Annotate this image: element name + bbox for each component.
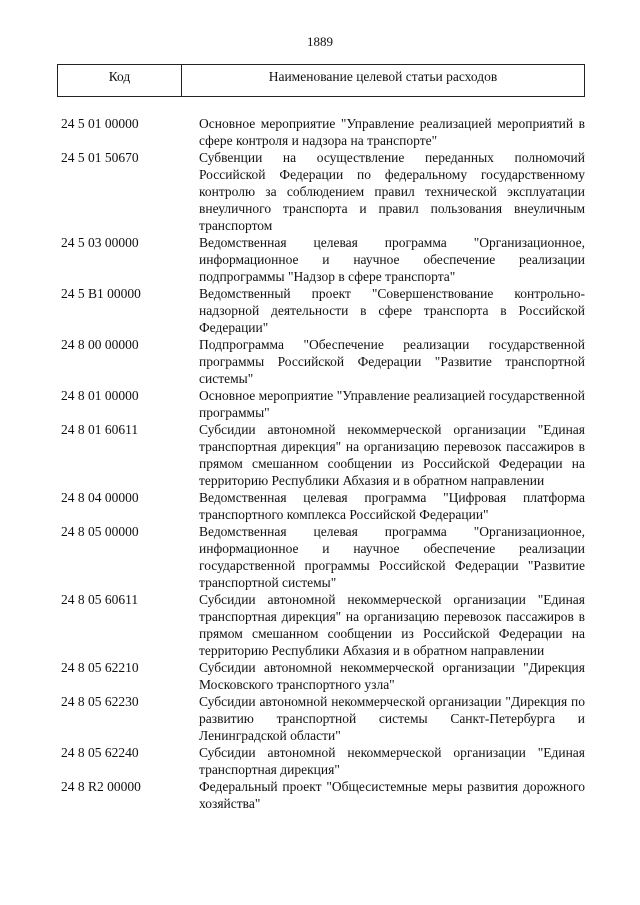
table-row (57, 421, 585, 489)
table-body (57, 115, 585, 812)
row-text: Субсидии автономной некоммерческой организации "Единая транспортная дирекция" на организацию перевозок пассажиров в прямом смешанном сообщении из Российской Федерации на территорию Республики Абхазия и в обратном направлении (199, 592, 585, 658)
row-code: 24 8 04 00000 (61, 490, 139, 505)
row-code: 24 8 05 62210 (61, 660, 139, 675)
row-text: Ведомственная целевая программа "Организационное, информационное и научное обеспечение реализации государственной программы Российской Федерации "Развитие транспортной системы" (199, 524, 585, 590)
table-row (57, 285, 585, 336)
table-row (57, 489, 585, 523)
row-text: Основное мероприятие "Управление реализацией мероприятий в сфере контроля и надзора на транспорте" (199, 116, 585, 148)
row-code: 24 5 B1 00000 (61, 286, 141, 301)
row-text: Ведомственная целевая программа "Цифровая платформа транспортного комплекса Российской Федерации" (199, 490, 585, 522)
header-code: Код (58, 65, 182, 96)
table-row (57, 149, 585, 234)
row-code: 24 5 01 50670 (61, 150, 139, 165)
row-code: 24 8 01 00000 (61, 388, 139, 403)
row-code: 24 8 00 00000 (61, 337, 139, 352)
row-text: Субсидии автономной некоммерческой организации "Дирекция по развитию транспортной системы Санкт-Петербурга и Ленинградской области" (199, 694, 585, 743)
table-row (57, 115, 585, 149)
table-row (57, 591, 585, 659)
table-row (57, 744, 585, 778)
row-code: 24 8 05 62230 (61, 694, 139, 709)
page-number: 1889 (307, 34, 333, 49)
table-row (57, 336, 585, 387)
row-code: 24 8 05 00000 (61, 524, 139, 539)
table-row (57, 778, 585, 812)
row-code: 24 5 03 00000 (61, 235, 139, 250)
row-text: Субсидии автономной некоммерческой организации "Дирекция Московского транспортного узла" (199, 660, 585, 692)
table-header (57, 64, 585, 97)
table-row (57, 387, 585, 421)
table-row (57, 693, 585, 744)
table-row (57, 659, 585, 693)
row-text: Федеральный проект "Общесистемные меры развития дорожного хозяйства" (199, 779, 585, 811)
row-text: Основное мероприятие "Управление реализацией государственной программы" (199, 388, 585, 420)
row-code: 24 8 05 62240 (61, 745, 139, 760)
row-code: 24 5 01 00000 (61, 116, 139, 131)
row-text: Подпрограмма "Обеспечение реализации государственной программы Российской Федерации "Развитие транспортной системы" (199, 337, 585, 386)
row-code: 24 8 R2 00000 (61, 779, 141, 794)
row-text: Субсидии автономной некоммерческой организации "Единая транспортная дирекция" на организацию перевозок пассажиров в прямом смешанном сообщении из Российской Федерации на территорию Республики Абхазия и в обратном направлении (199, 422, 585, 488)
row-code: 24 8 01 60611 (61, 422, 139, 437)
row-text: Ведомственная целевая программа "Организационное, информационное и научное обеспечение реализации подпрограммы "Надзор в сфере транспорта" (199, 235, 585, 284)
row-text: Субвенции на осуществление переданных полномочий Российской Федерации по федеральному государственному контролю за соблюдением правил технической эксплуатации внеуличного транспорта и правил пользования внеуличным транспортом (199, 150, 585, 233)
row-text: Ведомственный проект "Совершенствование контрольно-надзорной деятельности в сфере транспорта в Российской Федерации" (199, 286, 585, 335)
row-text: Субсидии автономной некоммерческой организации "Единая транспортная дирекция" (199, 745, 585, 777)
table-row (57, 234, 585, 285)
header-name: Наименование целевой статьи расходов (268, 69, 498, 84)
table-row (57, 523, 585, 591)
row-code: 24 8 05 60611 (61, 592, 139, 607)
